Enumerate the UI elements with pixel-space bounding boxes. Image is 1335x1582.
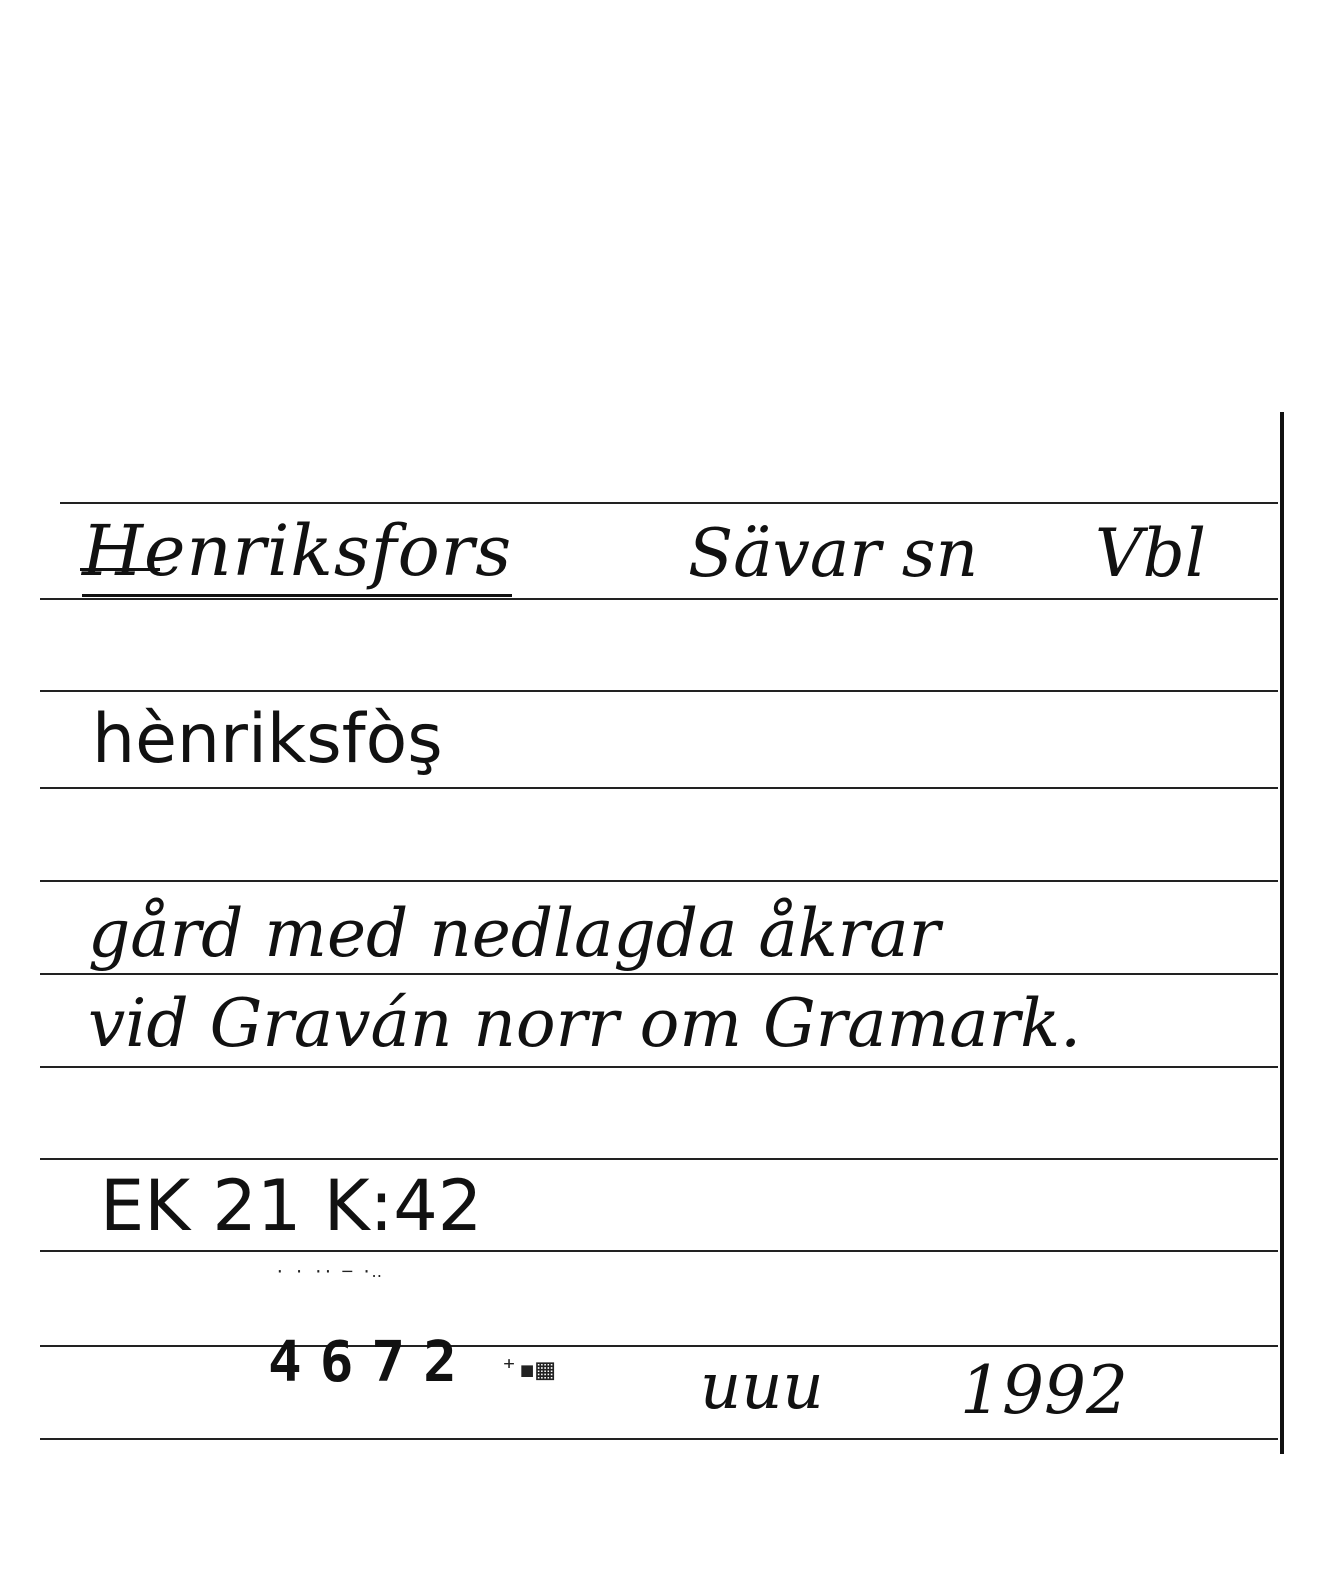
year: 1992 — [960, 1352, 1128, 1429]
signature: uuu — [700, 1350, 824, 1424]
place-name: Henriksfors — [82, 510, 512, 597]
ruled-line — [40, 880, 1278, 882]
ruled-line — [40, 690, 1278, 692]
ruled-line — [40, 1250, 1278, 1252]
stamp-residue: · · ·· ─ ·‥ — [275, 1262, 383, 1281]
ruled-line — [40, 1066, 1278, 1068]
stamp-mark: ⁺▪▦ — [500, 1352, 555, 1387]
description-line-1: gård med nedlagda åkrar — [88, 895, 941, 972]
county: Vbl — [1095, 515, 1207, 592]
ruled-line — [40, 1438, 1278, 1440]
pronunciation: hènriksfòş — [92, 700, 443, 779]
ruled-line — [40, 598, 1278, 600]
description-line-2: vid Graván norr om Gramark. — [88, 985, 1082, 1062]
ruled-line — [40, 1345, 1278, 1347]
map-reference: EK 21 K:42 — [100, 1165, 483, 1247]
archive-number-stamp: 4672 — [268, 1330, 475, 1395]
parish: Sävar sn — [688, 515, 979, 592]
ruled-line — [60, 502, 1278, 504]
ruled-line — [40, 787, 1278, 789]
ruled-line — [40, 973, 1278, 975]
right-margin-line — [1280, 412, 1284, 1454]
ruled-line — [40, 1158, 1278, 1160]
place-name-strike-mark — [80, 568, 160, 571]
